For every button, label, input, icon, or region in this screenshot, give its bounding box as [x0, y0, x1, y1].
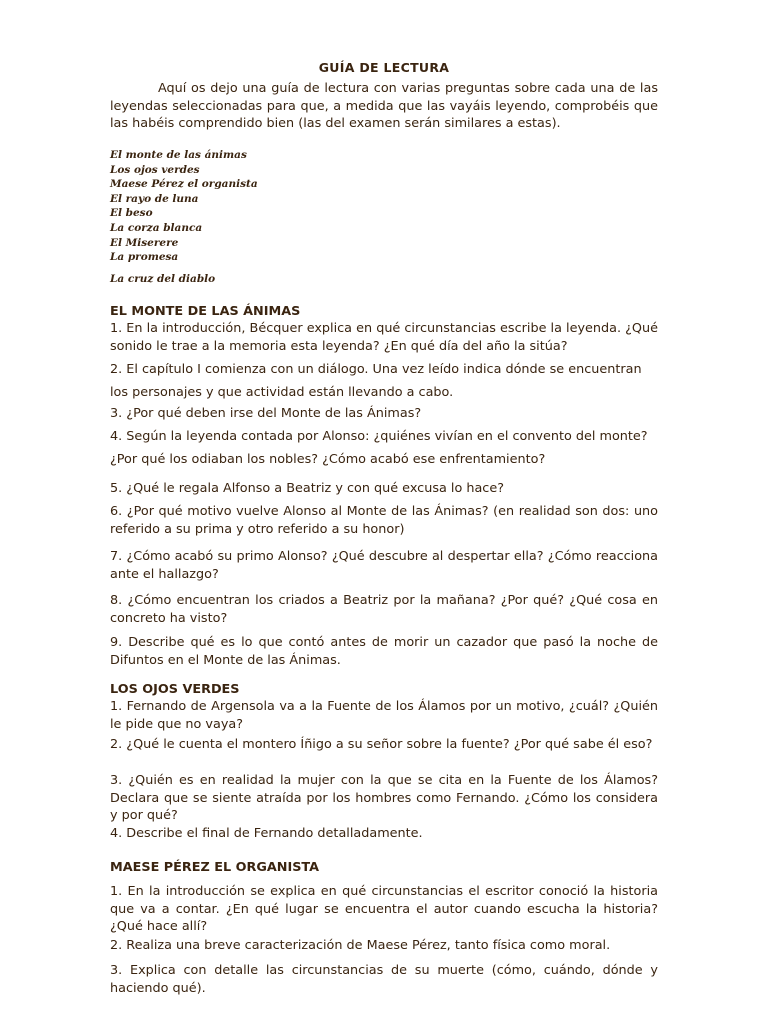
legend-list [110, 148, 258, 265]
question-monte-6: 6. ¿Por qué motivo vuelve Alonso al Monte de las Ánimas? (en realidad son dos: uno referido a su prima y otro referido a su honor) [110, 504, 658, 537]
document-title: GUÍA DE LECTURA [318, 60, 450, 75]
question-ojos-1: 1. Fernando de Argensola va a la Fuente de los Álamos por un motivo, ¿cuál? ¿Quién le pide que no vaya? [110, 699, 658, 732]
legend-item: La corza blanca [110, 221, 203, 234]
question-monte-7: 7. ¿Cómo acabó su primo Alonso? ¿Qué descubre al despertar ella? ¿Cómo reacciona ante el hallazgo? [110, 549, 658, 582]
question-monte-9: 9. Describe qué es lo que contó antes de morir un cazador que pasó la noche de Difuntos en el Monte de las Ánimas. [110, 635, 658, 668]
legend-item: La promesa [110, 251, 179, 264]
legend-item: El beso [110, 207, 153, 220]
legend-item: El Miserere [110, 236, 179, 249]
legend-item-last: La cruz del diablo [110, 273, 216, 285]
intro-paragraph: Aquí os dejo una guía de lectura con varias preguntas sobre cada una de las leyendas seleccionadas para que, a medida que las vayáis leyendo, comprobéis que las habéis comprendido bien (las del examen serán similares a estas). [110, 81, 658, 131]
question-monte-1: 1. En la introducción, Bécquer explica en qué circunstancias escribe la leyenda. ¿Qué sonido le trae a la memoria esta leyenda? ¿En qué día del año la sitúa? [110, 321, 658, 354]
section-heading-ojos: LOS OJOS VERDES [110, 682, 240, 697]
question-monte-4: 4. Según la leyenda contada por Alonso: ¿quiénes vivían en el convento del monte? ¿Por qué los odiaban los nobles? ¿Cómo acabó ese enfrentamiento? [110, 429, 648, 467]
legend-item: Maese Pérez el organista [110, 178, 258, 191]
question-maese-2: 2. Realiza una breve caracterización de Maese Pérez, tanto física como moral. [110, 938, 611, 953]
legend-item: El monte de las ánimas [110, 149, 247, 161]
question-ojos-2: 2. ¿Qué le cuenta el montero Íñigo a su señor sobre la fuente? ¿Por qué sabe él eso? [110, 737, 653, 752]
question-maese-1: 1. En la introducción se explica en qué circunstancias el escritor conoció la historia que va a contar. ¿En qué lugar se encuentra el autor cuando escucha la historia? ¿Qué hace allí? [110, 884, 658, 934]
section-heading-maese: MAESE PÉREZ EL ORGANISTA [110, 860, 320, 875]
question-monte-5: 5. ¿Qué le regala Alfonso a Beatriz y con qué excusa lo hace? [110, 481, 504, 496]
legend-item: Los ojos verdes [110, 163, 200, 176]
question-ojos-4: 4. Describe el final de Fernando detalladamente. [110, 826, 423, 841]
legend-item: El rayo de luna [110, 192, 199, 205]
section-heading-monte: EL MONTE DE LAS ÁNIMAS [110, 304, 301, 319]
question-ojos-3: 3. ¿Quién es en realidad la mujer con la que se cita en la Fuente de los Álamos? Declara que se siente atraída por los hombres como Fernando. ¿Cómo los considera y por qué? [110, 773, 658, 823]
question-monte-2: 2. El capítulo I comienza con un diálogo. Una vez leído indica dónde se encuentran los personajes y que actividad están llevando a cabo. [110, 362, 642, 400]
question-monte-8: 8. ¿Cómo encuentran los criados a Beatriz por la mañana? ¿Por qué? ¿Qué cosa en concreto ha visto? [110, 593, 658, 626]
question-maese-3: 3. Explica con detalle las circunstancias de su muerte (cómo, cuándo, dónde y haciendo qué). [110, 963, 658, 996]
question-monte-3: 3. ¿Por qué deben irse del Monte de las Ánimas? [110, 406, 422, 421]
